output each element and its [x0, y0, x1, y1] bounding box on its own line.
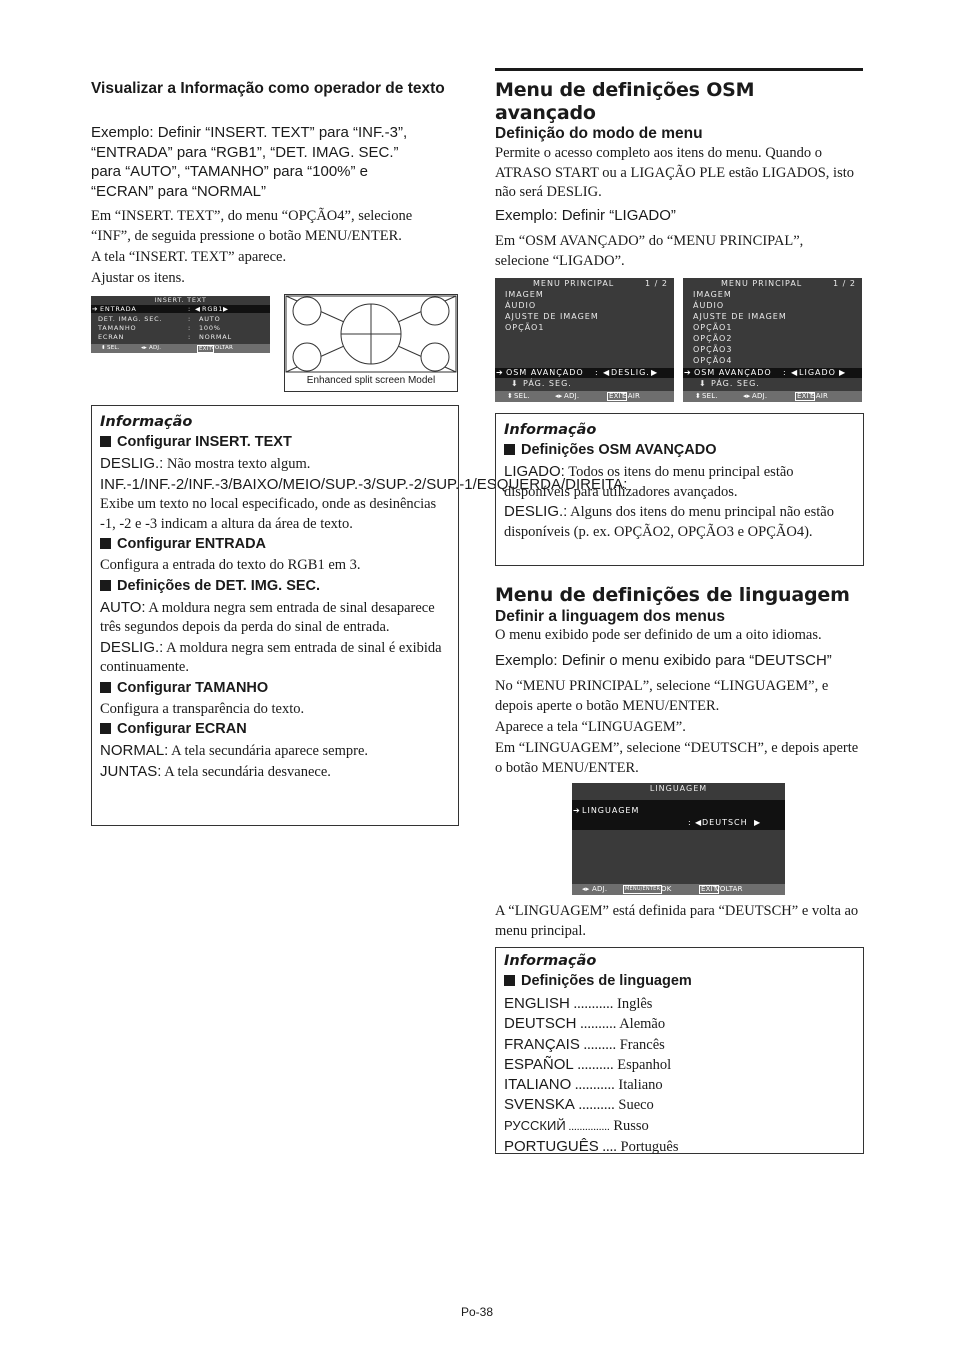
language-entry: ESPAÑOL .......... Espanhol	[504, 1055, 672, 1073]
heading-language: Menu de definições de linguagem	[495, 584, 850, 606]
arrow-right-icon: ➔	[573, 806, 581, 815]
info-entry: JUNTAS: A tela secundária desvanece.	[100, 762, 331, 780]
menu-item: OPÇÃO2	[693, 334, 733, 343]
chevron-right-icon: ▶	[754, 818, 762, 827]
chevron-right-icon: ▶	[223, 305, 229, 313]
menu-item: IMAGEM	[693, 290, 732, 299]
arrow-down-icon: ⬇	[511, 379, 519, 388]
arrow-right-icon: ➔	[684, 368, 692, 377]
info-title: Informação	[504, 953, 597, 969]
menu-footer: ⬍ SEL. ◂▸ ADJ. EXIT SAIR	[683, 391, 862, 402]
info-entry: AUTO: A moldura negra sem entrada de sinal desaparece três segundos depois da perda do sinal de entrada.	[100, 598, 435, 635]
info-title: Informação	[100, 414, 193, 430]
language-entry: PORTUGUÊS .... Português	[504, 1138, 679, 1156]
menu-item: OPÇÃO1	[505, 323, 545, 332]
chevron-left-icon: ◀	[791, 368, 799, 377]
top-rule	[495, 68, 863, 71]
menu-item: OPÇÃO4	[693, 356, 733, 365]
up-down-icon: ⬍	[101, 345, 106, 351]
menu-item: OPÇÃO3	[693, 345, 733, 354]
menu-item: ÁUDIO	[693, 301, 725, 310]
osm-example: Exemplo: Definir “LIGADO”	[495, 207, 676, 224]
menu-row: DET. IMAG. SEC. : AUTO	[98, 315, 221, 323]
square-bullet-icon	[100, 538, 111, 549]
language-result: A “LINGUAGEM” está definida para “DEUTSCH” e volta ao menu principal.	[495, 903, 859, 939]
left-right-icon: ◂▸	[743, 392, 751, 400]
example-line: “ENTRADA” para “RGB1”, “DET. IMAG. SEC.”	[91, 143, 399, 161]
menu-row-selected: ➔ ENTRADA : ◀ RGB1 ▶	[91, 305, 270, 313]
left-right-icon: ◂▸	[582, 885, 590, 893]
menu-item: AJUSTE DE IMAGEM	[505, 312, 599, 321]
heading-osm-line: avançado	[495, 102, 596, 124]
menu-title-row: MENU PRINCIPAL 1 / 2	[533, 279, 668, 288]
language-subheading: Definir a linguagem dos menus	[495, 608, 725, 625]
arrow-down-icon: ⬇	[699, 379, 707, 388]
language-entry: SVENSKA .......... Sueco	[504, 1096, 654, 1114]
info-entry: LIGADO: Todos os itens do menu principal estão disponíveis para utilizadores avançados.	[504, 463, 794, 500]
menu-row: ECRAN : NORMAL	[98, 333, 232, 341]
chevron-left-icon: ◀	[603, 368, 611, 377]
split-screen-illustration	[284, 294, 458, 392]
info-box-osm	[495, 413, 864, 566]
menu-title: LINGUAGEM	[649, 784, 708, 793]
language-example: Exemplo: Definir o menu exibido para “DEUTSCH”	[495, 652, 832, 669]
info-subheading: Definições de DET. IMG. SEC.	[100, 576, 450, 596]
chevron-left-icon: ◀	[695, 818, 703, 827]
language-entry: FRANÇAIS ......... Francês	[504, 1035, 665, 1053]
language-instruction: Em “LINGUAGEM”, selecione “DEUTSCH”, e depois aperte o botão MENU/ENTER.	[495, 740, 859, 776]
info-title: Informação	[504, 422, 597, 438]
split-caption: Enhanced split screen Model	[306, 375, 436, 386]
heading-osm-line: Menu de definições OSM	[495, 79, 755, 101]
split-screen-diagram	[285, 295, 457, 373]
menu-row-selected: ➔ LINGUAGEM : ◀ DEUTSCH ▶	[572, 800, 785, 830]
menu-next-page: ⬇ PÁG. SEG.	[511, 379, 572, 388]
language-instruction: Aparece a tela “LINGUAGEM”.	[495, 719, 686, 735]
info-entry: INF.-1/INF.-2/INF.-3/BAIXO/MEIO/SUP.-3/SUP.-2/SUP.-1/ESQUERDA/DIREITA: Exibe um texto no local especificado, onde as desinências -1, -2 e -3 indicam a altura da área de texto.	[100, 475, 628, 532]
osm-paragraph: Permite o acesso completo aos itens do menu. Quando o ATRASO START ou a LIGAÇÃO PLE estão LIGADOS, isto não será DESLIG.	[495, 145, 854, 200]
info-subheading: Definições OSM AVANÇADO	[504, 440, 855, 460]
square-bullet-icon	[100, 580, 111, 591]
example-line: para “AUTO”, “TAMANHO” para “100%” e	[91, 163, 369, 180]
square-bullet-icon	[100, 436, 111, 447]
square-bullet-icon	[100, 723, 111, 734]
example-block	[91, 123, 461, 201]
square-bullet-icon	[504, 975, 515, 986]
up-down-icon: ⬍	[695, 392, 702, 400]
left-right-icon: ◂▸	[555, 392, 563, 400]
menu-row-selected: ➔ OSM AVANÇADO : ◀ LIGADO ▶	[683, 368, 862, 378]
menu-title-row: MENU PRINCIPAL 1 / 2	[721, 279, 856, 288]
menu-item: AJUSTE DE IMAGEM	[693, 312, 787, 321]
info-entry: Configura a entrada do texto do RGB1 em 3.	[100, 557, 361, 573]
info-subheading: Configurar TAMANHO	[100, 678, 450, 698]
language-entry: ITALIANO ........... Italiano	[504, 1076, 663, 1094]
chevron-right-icon: ▶	[839, 368, 847, 377]
instruction: Ajustar os itens.	[91, 270, 185, 286]
menu-item: OPÇÃO1	[693, 323, 733, 332]
left-right-icon: ◂▸	[141, 345, 147, 351]
info-subheading: Definições de linguagem	[504, 971, 855, 991]
main-menu-deslig	[495, 278, 674, 402]
info-box-language	[495, 947, 864, 1154]
info-subheading: Configurar INSERT. TEXT	[100, 432, 450, 452]
osm-subheading: Definição do modo de menu	[495, 125, 703, 142]
square-bullet-icon	[100, 682, 111, 693]
language-instruction: No “MENU PRINCIPAL”, selecione “LINGUAGEM”, e depois aperte o botão MENU/ENTER.	[495, 678, 829, 714]
info-entry: NORMAL: A tela secundária aparece sempre.	[100, 742, 369, 759]
section-heading: Visualizar a Informação como operador de texto	[91, 80, 445, 97]
instruction: Em “INSERT. TEXT”, do menu “OPÇÃO4”, selecione “INF”, de seguida pressione o botão MENU/ENTER.	[91, 208, 413, 244]
info-subheading: Configurar ECRAN	[100, 719, 450, 739]
menu-row: TAMANHO : 100%	[98, 324, 221, 332]
menu-footer: ⬍ SEL. ◂▸ ADJ. EXIT SAIR	[495, 391, 674, 402]
info-entry: Configura a transparência do texto.	[100, 700, 305, 717]
square-bullet-icon	[504, 444, 515, 455]
info-entry: DESLIG.: A moldura negra sem entrada de sinal é exibida continuamente.	[100, 638, 442, 675]
example-line: “ECRAN” para “NORMAL”	[91, 182, 267, 200]
language-menu	[572, 783, 785, 895]
page-number: Po-38	[460, 1305, 494, 1319]
info-subheading: Configurar ENTRADA	[100, 534, 450, 554]
menu-next-page: ⬇ PÁG. SEG.	[699, 379, 760, 388]
osm-instruction: Em “OSM AVANÇADO” do “MENU PRINCIPAL”, selecione “LIGADO”.	[495, 233, 804, 269]
info-entry: DESLIG.: Não mostra texto algum.	[100, 455, 311, 472]
language-entry: DEUTSCH .......... Alemão	[504, 1015, 666, 1033]
info-entry: DESLIG.: Alguns dos itens do menu principal não estão disponíveis (p. ex. OPÇÃO2, OPÇÃO3 e OPÇÃO4).	[504, 503, 834, 540]
menu-footer: ⬍ SEL. ◂▸ ADJ. EXIT VOLTAR	[91, 344, 270, 353]
menu-title: INSERT. TEXT	[154, 296, 207, 304]
menu-footer: ◂▸ ADJ. MENU/ENTER OK EXIT VOLTAR	[572, 884, 785, 895]
menu-item: IMAGEM	[505, 290, 544, 299]
chevron-left-icon: ◀	[195, 305, 201, 313]
arrow-right-icon: ➔	[92, 305, 99, 313]
insert-text-menu	[91, 296, 270, 353]
main-menu-ligado	[683, 278, 862, 402]
example-line: Exemplo: Definir “INSERT. TEXT” para “INF.-3”,	[91, 124, 408, 141]
language-entry: ENGLISH ........... Inglês	[504, 995, 653, 1012]
instruction: A tela “INSERT. TEXT” aparece.	[91, 249, 287, 265]
language-entry: РУССКИЙ ............... Russo	[504, 1117, 649, 1134]
arrow-right-icon: ➔	[496, 368, 504, 377]
up-down-icon: ⬍	[507, 392, 514, 400]
chevron-right-icon: ▶	[651, 368, 659, 377]
language-paragraph: O menu exibido pode ser definido de um a oito idiomas.	[495, 627, 822, 643]
menu-item: ÁUDIO	[505, 301, 537, 310]
menu-row-selected: ➔ OSM AVANÇADO : ◀ DESLIG. ▶	[495, 368, 674, 378]
